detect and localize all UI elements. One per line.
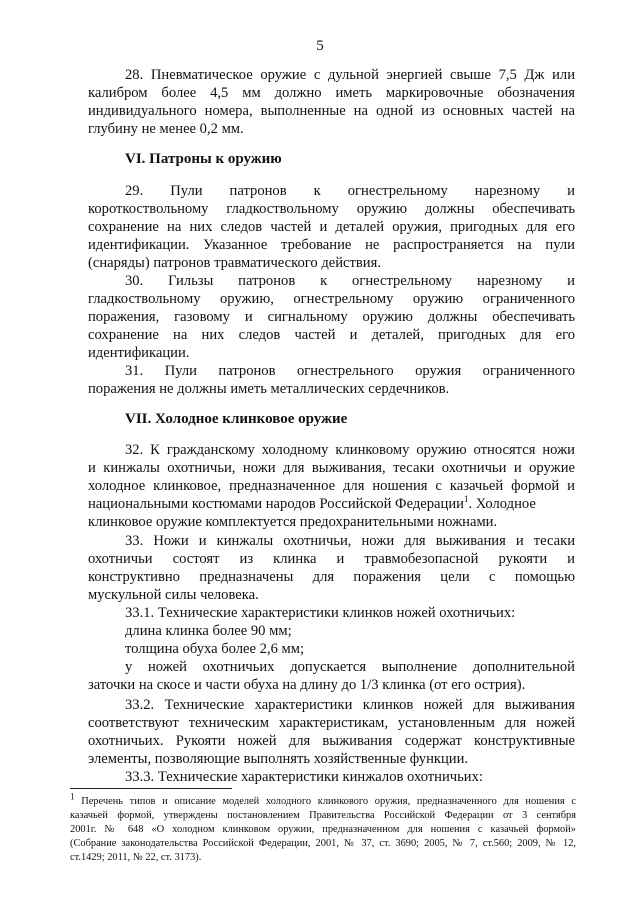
p31-line-2: поражения не должны иметь металлических сердечников. [88, 381, 450, 397]
p32-line-2: и кинжалы охотничьи, ножи для выживания, тесаки охотничьи и оружие [88, 460, 575, 476]
page-number: 5 [316, 38, 324, 54]
p28-line-3: индивидуального номера, выполненные на одной из основных частей на [88, 103, 575, 119]
footnote-number: 1 [70, 791, 75, 802]
p331-line-4: у ножей охотничьих допускается выполнение дополнительной [125, 659, 575, 675]
p332-line-1: 33.2. Технические характеристики клинков ножей для выживания [125, 697, 575, 713]
p29-line-5: (снаряды) патронов травматического действия. [88, 255, 381, 271]
p29-line-3: сохранение на них следов частей и деталей оружия, пригодных для его [88, 219, 575, 235]
p331-line-1: 33.1. Технические характеристики клинков ножей охотничьих: [125, 605, 516, 621]
p33-line-2: охотничьи состоят из клинка и травмобезопасной рукояти и [88, 551, 575, 567]
p32-line-4-text: национальными костюмами народов Российской Федерации [88, 496, 464, 512]
p32-line-1: 32. К гражданскому холодному клинковому оружию относятся ножи [125, 442, 575, 458]
p331-line-2: длина клинка более 90 мм; [125, 623, 292, 639]
p30-line-1: 30. Гильзы патронов к огнестрельному нарезному и [125, 273, 575, 289]
p332-line-4: элементы, позволяющие выполнять хозяйственные функции. [88, 751, 469, 767]
p30-line-3: поражения, газовому и сигнальному оружию должны обеспечивать [88, 309, 575, 325]
footnote-line-2: казачьей формой, утверждены постановлением Правительства Российской Федерации от 3 сентября [70, 810, 576, 821]
p28-line-2: калибром более 4,5 мм должно иметь маркировочные обозначения [88, 85, 575, 101]
p29-line-1: 29. Пули патронов к огнестрельному нарезному и [125, 183, 575, 199]
p29-line-2: короткоствольному гладкоствольному оружию должны обеспечивать [88, 201, 575, 217]
section-7-heading: VII. Холодное клинковое оружие [125, 411, 348, 427]
p332-line-2: соответствуют техническим характеристикам, установленным для ножей [88, 715, 575, 731]
footnote-marker: 1 [463, 494, 469, 505]
p30-line-4: сохранение на них следов частей и деталей, пригодных для его [88, 327, 575, 343]
footnote-line-3: 2001г. № 648 «О холодном клинковом оружии, предназначенном для ношения с казачьей формой» [70, 824, 576, 835]
p29-line-4: идентификации. Указанное требование не распространяется на пули [88, 237, 575, 253]
p28-line-1: 28. Пневматическое оружие с дульной энергией свыше 7,5 Дж или [125, 67, 575, 83]
p333-line-1: 33.3. Технические характеристики кинжалов охотничьих: [125, 769, 483, 785]
p33-line-3: конструктивно предназначены для поражения цели с помощью [88, 569, 575, 585]
section-6-heading: VI. Патроны к оружию [125, 151, 282, 167]
p33-line-4: мускульной силы человека. [88, 587, 259, 603]
p30-line-5: идентификации. [88, 345, 190, 361]
p32-line-4-tail: . Холодное [468, 496, 536, 512]
p28-line-4: глубину не менее 0,2 мм. [88, 121, 244, 137]
footnote-line-1 [70, 791, 576, 809]
p331-line-3: толщина обуха более 2,6 мм; [125, 641, 305, 657]
p30-line-2: гладкоствольному оружию, огнестрельному оружию ограниченного [88, 291, 575, 307]
p331-line-5: заточки на скосе и части обуха на длину до 1/3 клинка (от его острия). [88, 677, 526, 693]
p32-line-5: клинковое оружие комплектуется предохранительными ножнами. [88, 514, 498, 530]
footnote-divider [70, 788, 232, 789]
footnote-line-4: (Собрание законодательства Российской Федерации, 2001, № 37, ст. 3690; 2005, № 7, ст.560; 2009, № 12, [70, 838, 576, 849]
footnote-line-5: ст.1429; 2011, № 22, ст. 3173). [70, 852, 202, 863]
p33-line-1: 33. Ножи и кинжалы охотничьи, ножи для выживания и тесаки [125, 533, 575, 549]
p32-line-3: холодное клинковое, предназначенное для ношения с казачьей формой и [88, 478, 575, 494]
footnote-line-1-text: Перечень типов и описание моделей холодного клинкового оружия, предназначенного для ношения с [74, 796, 576, 807]
p31-line-1: 31. Пули патронов огнестрельного оружия ограниченного [125, 363, 575, 379]
p32-line-4 [88, 495, 536, 513]
p332-line-3: охотничьих. Рукояти ножей для выживания содержат конструктивные [88, 733, 575, 749]
